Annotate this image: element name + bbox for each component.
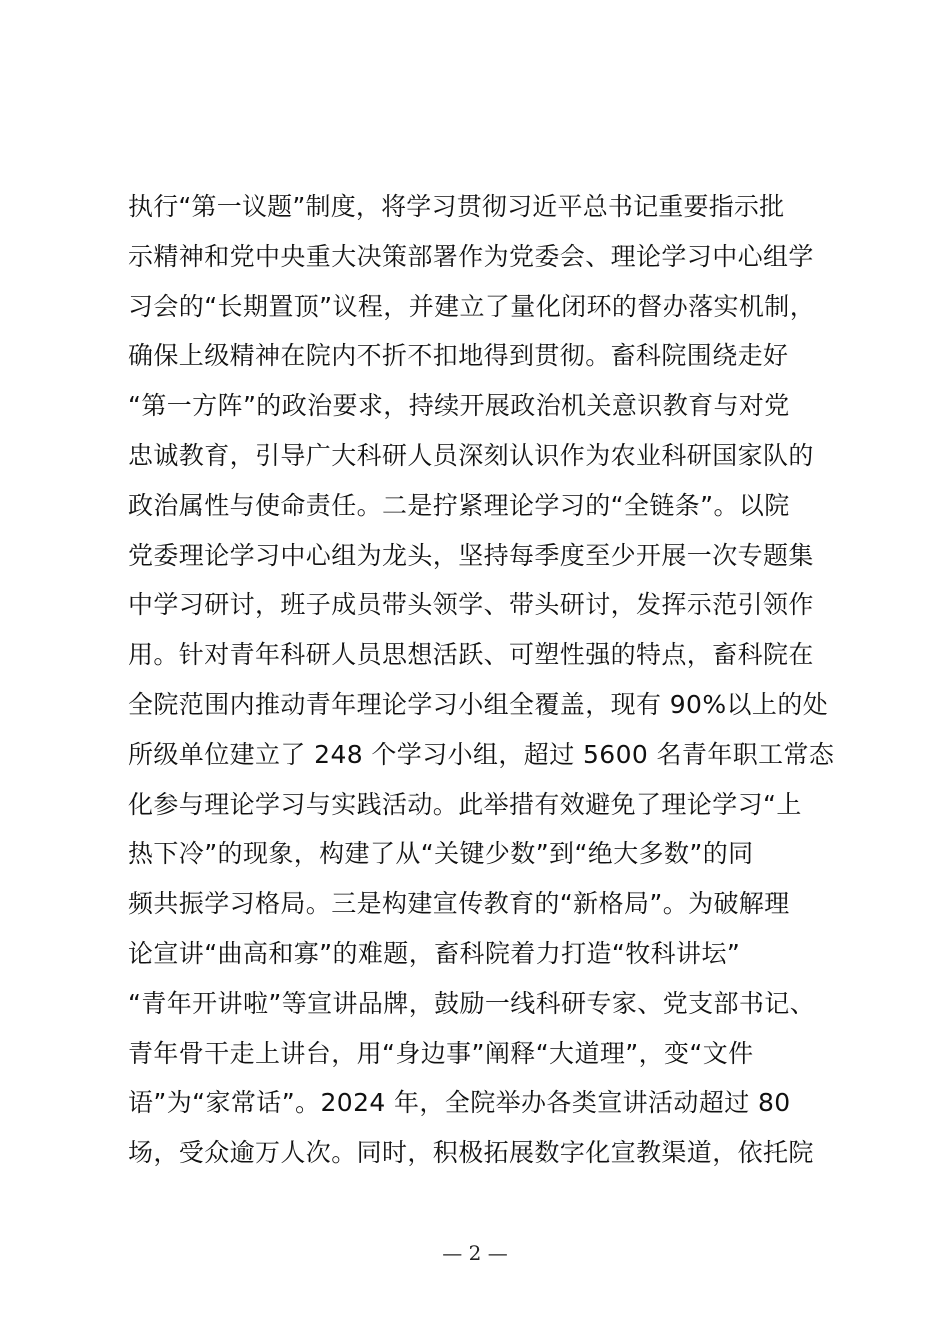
text-line: 化参与理论学习与实践活动。此举措有效避免了理论学习“上 xyxy=(128,789,802,819)
text-line: 党委理论学习中心组为龙头，坚持每季度至少开展一次专题集 xyxy=(128,540,814,570)
text-line: 热下冷”的现象，构建了从“关键少数”到“绝大多数”的同 xyxy=(128,839,754,869)
text-line: 语”为“家常话”。2024 年，全院举办各类宣讲活动超过 80 xyxy=(128,1088,791,1118)
text-line: “青年开讲啦”等宣讲品牌，鼓励一线科研专家、党支部书记、 xyxy=(128,988,816,1018)
text-line: 政治属性与使命责任。二是拧紧理论学习的“全链条”。以院 xyxy=(128,490,790,520)
text-line: 习会的“长期置顶”议程，并建立了量化闭环的督办落实机制， xyxy=(128,291,816,321)
text-line: “第一方阵”的政治要求，持续开展政治机关意识教育与对党 xyxy=(128,391,790,421)
text-line: 论宣讲“曲高和寡”的难题，畜科院着力打造“牧科讲坛” xyxy=(128,938,741,968)
page-number: — 2 — xyxy=(442,1241,508,1265)
text-line: 示精神和党中央重大决策部署作为党委会、理论学习中心组学 xyxy=(128,241,814,271)
body-paragraph xyxy=(128,182,848,1178)
text-line: 忠诚教育，引导广大科研人员深刻认识作为农业科研国家队的 xyxy=(128,440,814,470)
text-line: 执行“第一议题”制度，将学习贯彻习近平总书记重要指示批 xyxy=(128,192,785,221)
text-line: 中学习研讨，班子成员带头领学、带头研讨，发挥示范引领作 xyxy=(128,590,814,620)
text-line: 青年骨干走上讲台，用“身边事”阐释“大道理”，变“文件 xyxy=(128,1038,754,1068)
text-line: 全院范围内推动青年理论学习小组全覆盖，现有 90%以上的处 xyxy=(128,689,829,719)
text-line: 所级单位建立了 248 个学习小组，超过 5600 名青年职工常态 xyxy=(128,739,835,769)
text-line: 用。针对青年科研人员思想活跃、可塑性强的特点，畜科院在 xyxy=(128,640,814,670)
text-line: 场，受众逾万人次。同时，积极拓展数字化宣教渠道，依托院 xyxy=(128,1138,814,1168)
text-line: 频共振学习格局。三是构建宣传教育的“新格局”。为破解理 xyxy=(128,889,790,919)
text-line: 确保上级精神在院内不折不扣地得到贯彻。畜科院围绕走好 xyxy=(128,341,789,371)
